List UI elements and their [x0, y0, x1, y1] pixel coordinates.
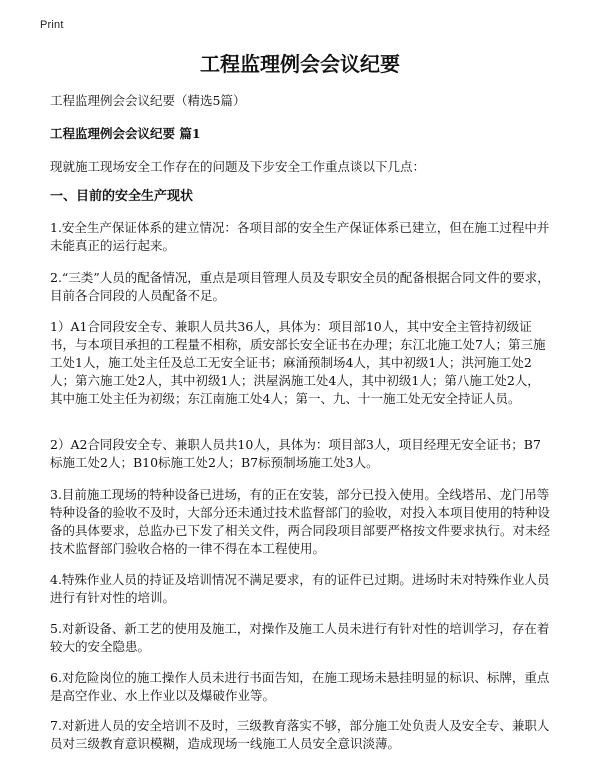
paragraph: 5.对新设备、新工艺的使用及施工，对操作及施工人员未进行有针对性的培训学习，存在着较大的安全隐患。 [50, 621, 550, 654]
paragraph: 3.目前施工现场的特种设备已进场，有的正在安装，部分已投入使用。全线塔吊、龙门吊等特种设备的验收不及时，大部分还未通过技术监督部门的验收，对投入本项目使用的特种设备的具体要求，总监办已下发了相关文件，两合同段项目部要严格按文件要求执行。对未经技术监督部门验收合格的一律不得在本工程使用。 [50, 487, 551, 556]
intro-paragraph: 现就施工现场安全工作存在的问题及下步安全工作重点谈以下几点： [50, 159, 426, 174]
print-label: Print [40, 19, 64, 31]
paragraph: 4.特殊作业人员的持证及培训情况不满足要求，有的证件已过期。进场时未对特殊作业人员进行有针对性的培训。 [50, 572, 550, 605]
document-title: 工程监理例会会议纪要 [200, 52, 400, 76]
document-subtitle: 工程监理例会会议纪要（精选5篇） [50, 93, 246, 108]
paragraph: 1）A1合同段安全专、兼职人员共36人，具体为：项目部10人，其中安全主管持初级证书，与本项目承担的工程量不相称，质安部长安全证书在办理；东江北施工处7人；第三施工处1人，施工处主任及总工无安全证书；麻涌预制场4人，其中初级1人；洪河施工处2人；第六施工处2人，其中初级1人；洪屋涡施工处4人，其中初级1人；第八施工处2人，其中施工处主任为初级；东江南施工处4人；第一、九、十一施工处无安全持证人员。 [50, 319, 546, 406]
paragraph: 7.对新进人员的安全培训不及时，三级教育落实不够，部分施工处负责人及安全专、兼职人员对三级教育意识模糊，造成现场一线施工人员安全意识淡薄。 [50, 718, 550, 751]
paragraph: 2）A2合同段安全专、兼职人员共10人，具体为：项目部3人，项目经理无安全证书；B7标施工处2人；B10标施工处2人；B7标预制场施工处3人。 [50, 437, 541, 470]
paragraph: 6.对危险岗位的施工操作人员未进行书面告知，在施工现场未悬挂明显的标识、标牌，重点是高空作业、水上作业以及爆破作业等。 [50, 670, 550, 703]
paragraph: 2.“三类”人员的配备情况，重点是项目管理人员及专职安全员的配备根据合同文件的要求，目前各合同段的人员配备不足。 [50, 270, 550, 303]
paragraph: 1.安全生产保证体系的建立情况：各项目部的安全生产保证体系已建立，但在施工过程中并未能真正的运行起来。 [50, 220, 550, 253]
section-heading: 一、目前的安全生产现状 [50, 189, 194, 204]
section-title: 工程监理例会会议纪要 篇1 [50, 126, 201, 141]
